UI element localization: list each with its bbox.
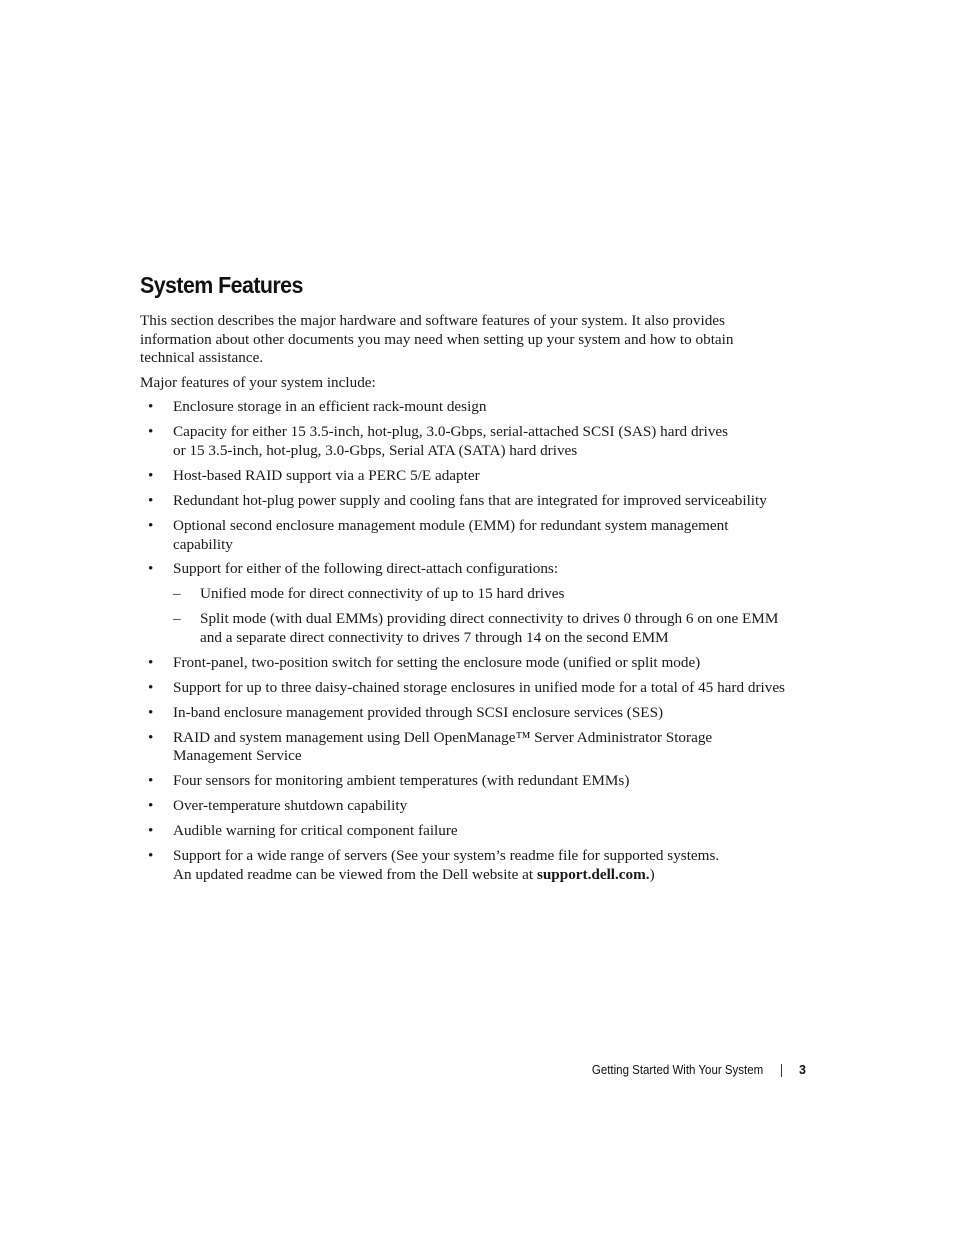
feature-item	[140, 654, 790, 673]
feature-item	[140, 704, 790, 723]
feature-item	[140, 847, 790, 884]
feature-text-continued: or 15 3.5-inch, hot-plug, 3.0-Gbps, Serial ATA (SATA) hard drives	[173, 441, 578, 459]
intro-paragraph: This section describes the major hardware and software features of your system. It also provides information about other documents you may need when setting up your system and how to obtain technical assistance.	[140, 312, 734, 367]
bullet-mark: •	[148, 398, 154, 416]
sub-item	[173, 610, 790, 647]
running-title: Getting Started With Your System	[591, 1063, 764, 1077]
feature-text: Enclosure storage in an efficient rack-mount design	[173, 398, 487, 416]
sub-item	[173, 585, 790, 604]
feature-text: Support for a wide range of servers (See your system’s readme file for supported systems.	[173, 847, 720, 865]
feature-text: Host-based RAID support via a PERC 5/E adapter	[173, 466, 480, 484]
feature-item	[140, 797, 790, 816]
feature-item	[140, 423, 790, 460]
bullet-mark: •	[148, 560, 154, 578]
feature-item	[140, 467, 790, 486]
features-lead-in: Major features of your system include:	[140, 373, 376, 391]
dash-mark: –	[173, 585, 181, 603]
feature-item	[140, 729, 790, 766]
feature-list	[140, 398, 790, 884]
bullet-mark: •	[148, 466, 154, 484]
section-heading: System Features	[140, 272, 303, 298]
feature-text: In-band enclosure management provided through SCSI enclosure services (SES)	[173, 703, 664, 721]
bullet-mark: •	[148, 491, 154, 509]
bullet-mark: •	[148, 728, 154, 746]
support-website-link[interactable]: support.dell.com.	[536, 865, 650, 883]
page-number: 3	[799, 1063, 806, 1077]
sub-item-text: Split mode (with dual EMMs) providing direct connectivity to drives 0 through 6 on one EMM and a separate direct connectivity to drives 7 through 14 on the second EMM	[200, 610, 779, 646]
feature-item	[140, 679, 790, 698]
feature-text: Support for up to three daisy-chained storage enclosures in unified mode for a total of 45 hard drives	[173, 678, 785, 696]
feature-item	[140, 492, 790, 511]
feature-text: Audible warning for critical component failure	[173, 822, 458, 840]
dash-mark: –	[173, 610, 181, 628]
feature-item	[140, 560, 790, 647]
feature-item	[140, 517, 790, 554]
feature-text: Optional second enclosure management module (EMM) for redundant system management capability	[173, 516, 729, 553]
feature-text: Support for either of the following direct-attach configurations:	[173, 560, 559, 578]
page-footer	[577, 1061, 806, 1079]
feature-item	[140, 822, 790, 841]
bullet-mark: •	[148, 847, 154, 865]
feature-text: Four sensors for monitoring ambient temperatures (with redundant EMMs)	[173, 772, 630, 790]
feature-item	[140, 398, 790, 417]
feature-text-continued: Management Service	[173, 747, 302, 765]
bullet-mark: •	[148, 516, 154, 534]
bullet-mark: •	[148, 822, 154, 840]
bullet-mark: •	[148, 772, 154, 790]
page-content	[140, 268, 790, 891]
feature-item	[140, 772, 790, 791]
feature-text: RAID and system management using Dell OpenManage™ Server Administrator Storage	[173, 728, 713, 746]
feature-text: Front-panel, two-position switch for setting the enclosure mode (unified or split mode)	[173, 653, 701, 671]
configuration-sublist	[173, 585, 790, 647]
footer-divider	[781, 1064, 782, 1077]
feature-text-continued: An updated readme can be viewed from the Dell website at	[173, 865, 537, 883]
bullet-mark: •	[148, 703, 154, 721]
bullet-mark: •	[148, 653, 154, 671]
feature-text-tail: )	[649, 865, 655, 883]
feature-text: Redundant hot-plug power supply and cooling fans that are integrated for improved serviceability	[173, 491, 767, 509]
feature-text: Over-temperature shutdown capability	[173, 797, 408, 815]
bullet-mark: •	[148, 423, 154, 441]
bullet-mark: •	[148, 797, 154, 815]
sub-item-text: Unified mode for direct connectivity of up to 15 hard drives	[200, 585, 565, 603]
feature-text: Capacity for either 15 3.5-inch, hot-plug, 3.0-Gbps, serial-attached SCSI (SAS) hard drives	[173, 423, 729, 441]
bullet-mark: •	[148, 678, 154, 696]
